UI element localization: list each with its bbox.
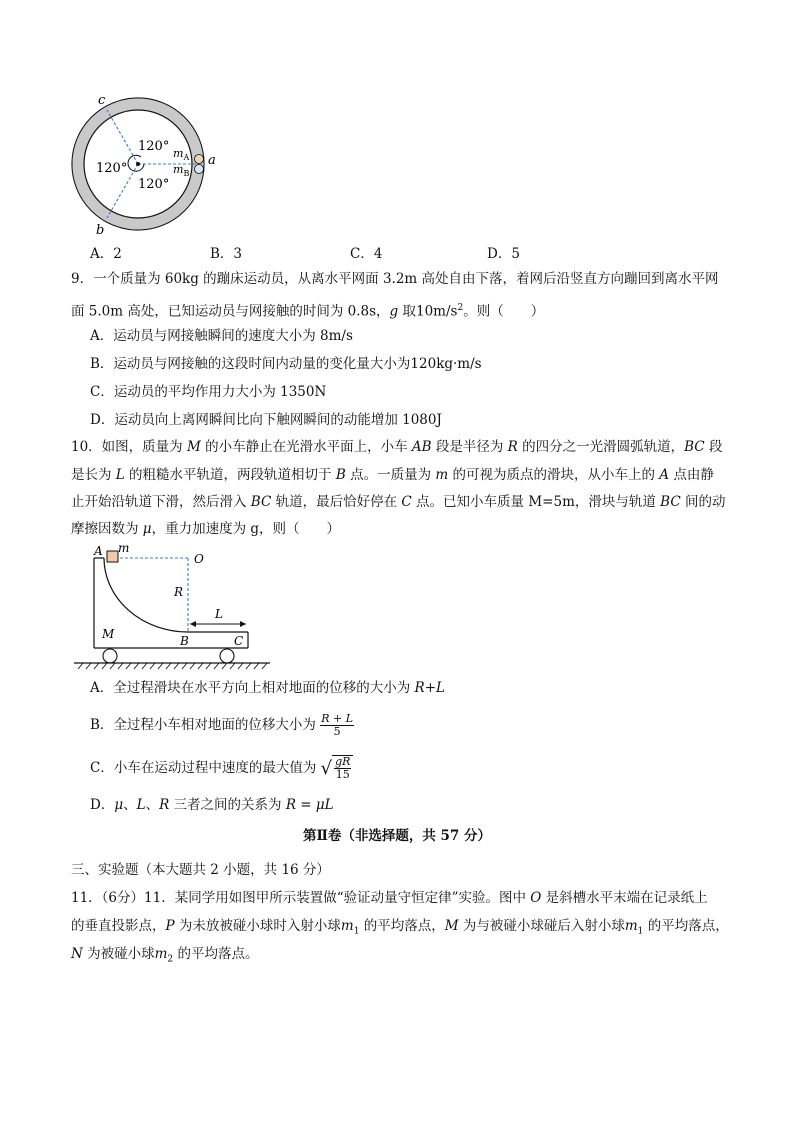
ground-hatching xyxy=(78,663,267,669)
q8-option-d: D．5 xyxy=(487,246,520,262)
section-2-heading: 第Ⅱ卷（非选择题，共 57 分） xyxy=(302,828,492,844)
angle-left: 120° xyxy=(96,161,128,176)
q10-option-d: D．μ、L、R 三者之间的关系为 R = μL xyxy=(90,797,334,813)
q10-stem-line4: 摩擦因数为 μ，重力加速度为 g，则（ ） xyxy=(71,521,341,537)
q11-stem-line1: 11．（6分）11．某同学用如图甲所示装置做“验证动量守恒定律”实验。图中 O 是斜槽水平末端在记录纸上 xyxy=(71,890,708,906)
label-b: b xyxy=(96,223,105,238)
label-c: c xyxy=(98,93,106,108)
slider-block xyxy=(107,551,118,562)
fig2-label-O: O xyxy=(194,552,204,566)
wheel-right xyxy=(220,649,234,663)
q9-stem-line1: 9．一个质量为 60kg 的蹦床运动员，从离水平网面 3.2m 高处自由下落，着网后沿竖直方向蹦回到离水平网 xyxy=(71,271,719,287)
q10-option-a: A．全过程滑块在水平方向上相对地面的位移的大小为 R+L xyxy=(90,680,445,696)
q10-stem-line2: 是长为 L 的粗糙水平轨道，两段轨道相切于 B 点。一质量为 m 的可视为质点的滑块，从小车上的 A 点由静 xyxy=(71,467,714,483)
q8-option-a: A．2 xyxy=(90,246,122,262)
label-a: a xyxy=(208,153,216,168)
center-dot xyxy=(136,162,140,166)
length-arrow-left-head xyxy=(190,621,196,627)
angle-bottom: 120° xyxy=(138,177,170,192)
q9-option-b: B．运动员与网接触的这段时间内动量的变化量大小为120kg·m/s xyxy=(90,356,482,372)
center-arc xyxy=(128,155,144,171)
label-mB: $m_B$ xyxy=(173,163,190,178)
ball-b xyxy=(195,165,204,174)
wheel-left xyxy=(103,649,117,663)
q8-option-c: C．4 xyxy=(350,246,383,262)
fig2-label-L: L xyxy=(215,607,223,621)
label-mA: $m_A$ xyxy=(173,147,190,162)
q11-stem-line2: 的垂直投影点，P 为未放被碰小球时入射小球$m_1$ 的平均落点，M 为与被碰小球碰后入射小球$m_1$ 的平均落点， xyxy=(71,918,729,937)
q8-option-b: B．3 xyxy=(210,246,243,262)
q9-option-c: C．运动员的平均作用力大小为 1350N xyxy=(90,384,327,400)
q9-option-a: A．运动员与网接触瞬间的速度大小为 8m/s xyxy=(90,328,353,344)
q9-stem-line2: 面 5.0m 高处，已知运动员与网接触的时间为 0.8s，g 取$10m/s^2$。则（ ） xyxy=(71,303,545,320)
q10-stem-line3: 止开始沿轨道下滑，然后滑入 BC 轨道，最后恰好停在 C 点。已知小车质量 M=5m，滑块与轨道 BC 间的动 xyxy=(71,494,726,510)
sqrt-gr-over-15: √ $\frac{gR}{15}$ xyxy=(321,755,354,783)
fig2-label-R: R xyxy=(174,585,184,599)
fig2-label-B: B xyxy=(180,634,189,648)
q10-stem-line1: 10．如图，质量为 M 的小车静止在光滑水平面上，小车 AB 段是半径为 R 的四分之一光滑圆弧轨道，BC 段 xyxy=(71,439,723,455)
length-arrow-right-head xyxy=(240,621,246,627)
fig2-label-m: m xyxy=(118,541,130,555)
angle-top: 120° xyxy=(138,139,170,154)
fig2-label-C: C xyxy=(234,634,244,648)
q10-option-c: C．小车在运动过程中速度的最大值为 √ $\frac{gR}{15}$ xyxy=(90,754,353,783)
cart-figure xyxy=(70,540,275,670)
fraction-r-plus-l-over-5: $\frac{R + L}{5}$ xyxy=(321,712,354,738)
fig2-label-A: A xyxy=(94,544,103,558)
fig2-label-M: M xyxy=(102,627,115,641)
q9-option-d: D．运动员向上离网瞬间比向下触网瞬间的动能增加 1080J xyxy=(90,412,442,428)
q10-option-b: B．全过程小车相对地面的位移大小为 $\frac{R + L}{5}$ xyxy=(90,712,354,738)
ball-a xyxy=(195,155,204,164)
ring-figure xyxy=(66,92,236,238)
section-3-heading: 三、实验题（本大题共 2 小题，共 16 分） xyxy=(71,862,330,878)
q11-stem-line3: N 为被碰小球$m_2$ 的平均落点。 xyxy=(71,946,259,965)
